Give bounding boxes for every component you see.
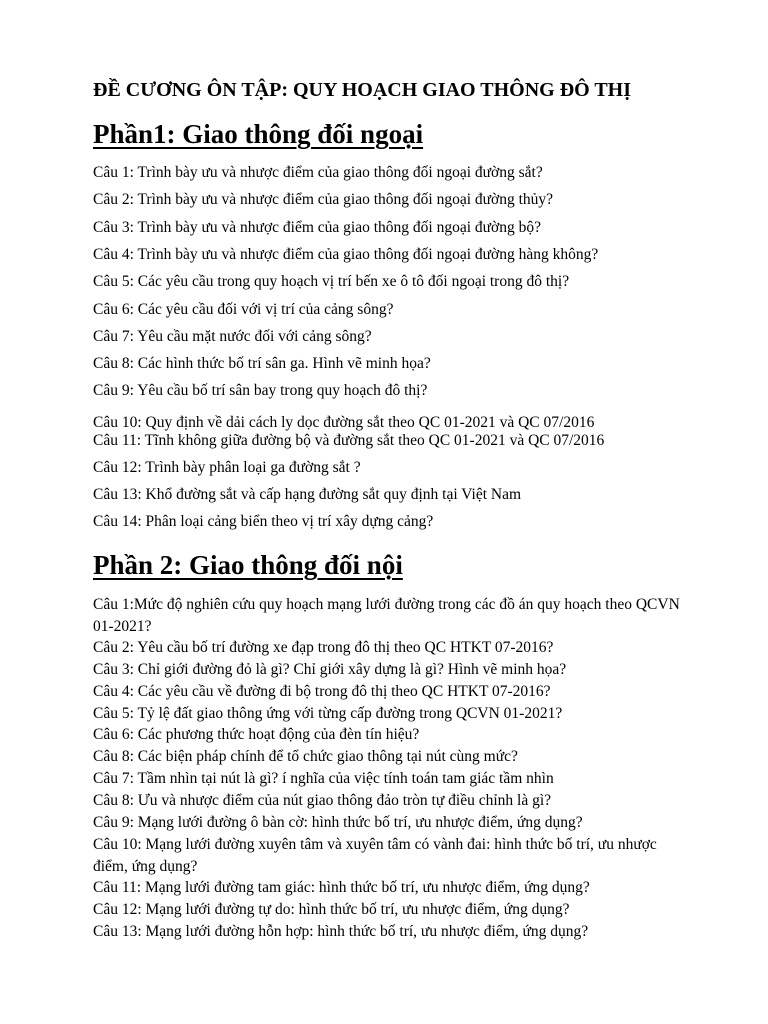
section-2-question-12: Câu 11: Mạng lưới đường tam giác: hình thức bố trí, ưu nhược điểm, ứng dụng? (93, 879, 590, 896)
section-1-question-10: Câu 10: Quy định về dải cách ly dọc đường sắt theo QC 01-2021 và QC 07/2016 (93, 414, 595, 431)
section-2-question-9: Câu 8: Ưu và nhược điểm của nút giao thông đảo tròn tự điều chỉnh là gì? (93, 792, 552, 809)
section-2-question-11: Câu 10: Mạng lưới đường xuyên tâm và xuyên tâm có vành đai: hình thức bố trí, ưu nhược điểm, ứng dụng? (93, 836, 657, 875)
section-1-question-14: Câu 14: Phân loại cảng biển theo vị trí xây dựng cảng? (93, 513, 434, 530)
section-1-heading: Phần1: Giao thông đối ngoại (93, 119, 424, 149)
section-1-question-4: Câu 4: Trình bày ưu và nhược điểm của giao thông đối ngoại đường hàng không? (93, 246, 599, 263)
section-1-question-6: Câu 6: Các yêu cầu đối với vị trí của cảng sông? (93, 301, 394, 318)
section-2-question-5: Câu 5: Tỷ lệ đất giao thông ứng với từng cấp đường trong QCVN 01-2021? (93, 705, 563, 722)
section-1-question-12: Câu 12: Trình bày phân loại ga đường sắt ? (93, 459, 361, 476)
document-title: ĐỀ CƯƠNG ÔN TẬP: QUY HOẠCH GIAO THÔNG ĐÔ THỊ (93, 79, 632, 101)
section-2-question-3: Câu 3: Chỉ giới đường đỏ là gì? Chỉ giới xây dựng là gì? Hình vẽ minh họa? (93, 661, 567, 678)
section-2-question-7: Câu 8: Các biện pháp chính để tổ chức giao thông tại nút cùng mức? (93, 748, 518, 765)
section-2-question-6: Câu 6: Các phương thức hoạt động của đèn tín hiệu? (93, 726, 420, 743)
section-2-question-13: Câu 12: Mạng lưới đường tự do: hình thức bố trí, ưu nhược điểm, ứng dụng? (93, 901, 570, 918)
section-2-question-8: Câu 7: Tầm nhìn tại nút là gì? í nghĩa của việc tính toán tam giác tầm nhìn (93, 770, 554, 787)
section-2-question-2: Câu 2: Yêu cầu bố trí đường xe đạp trong đô thị theo QC HTKT 07-2016? (93, 639, 554, 656)
section-2-question-14: Câu 13: Mạng lưới đường hỗn hợp: hình thức bố trí, ưu nhược điểm, ứng dụng? (93, 923, 589, 940)
section-1-question-2: Câu 2: Trình bày ưu và nhược điểm của giao thông đối ngoại đường thủy? (93, 191, 554, 208)
section-1-question-5: Câu 5: Các yêu cầu trong quy hoạch vị trí bến xe ô tô đối ngoại trong đô thị? (93, 273, 570, 290)
section-1-question-13: Câu 13: Khổ đường sắt và cấp hạng đường sắt quy định tại Việt Nam (93, 486, 522, 503)
section-1-question-3: Câu 3: Trình bày ưu và nhược điểm của giao thông đối ngoại đường bộ? (93, 219, 541, 236)
section-1-question-7: Câu 7: Yêu cầu mặt nước đối với cảng sông? (93, 328, 372, 345)
section-2-question-4: Câu 4: Các yêu cầu về đường đi bộ trong đô thị theo QC HTKT 07-2016? (93, 683, 551, 700)
section-2-question-1: Câu 1:Mức độ nghiên cứu quy hoạch mạng lưới đường trong các đồ án quy hoạch theo QCVN 01-2021? (93, 596, 680, 635)
section-1-question-9: Câu 9: Yêu cầu bố trí sân bay trong quy hoạch đô thị? (93, 382, 428, 399)
section-1-question-8: Câu 8: Các hình thức bố trí sân ga. Hình vẽ minh họa? (93, 355, 431, 372)
section-2-question-10: Câu 9: Mạng lưới đường ô bàn cờ: hình thức bố trí, ưu nhược điểm, ứng dụng? (93, 814, 583, 831)
section-1-question-1: Câu 1: Trình bày ưu và nhược điểm của giao thông đối ngoại đường sắt? (93, 164, 543, 181)
section-2-heading: Phần 2: Giao thông đối nội (93, 550, 403, 580)
section-1-question-11: Câu 11: Tĩnh không giữa đường bộ và đường sắt theo QC 01-2021 và QC 07/2016 (93, 432, 605, 449)
